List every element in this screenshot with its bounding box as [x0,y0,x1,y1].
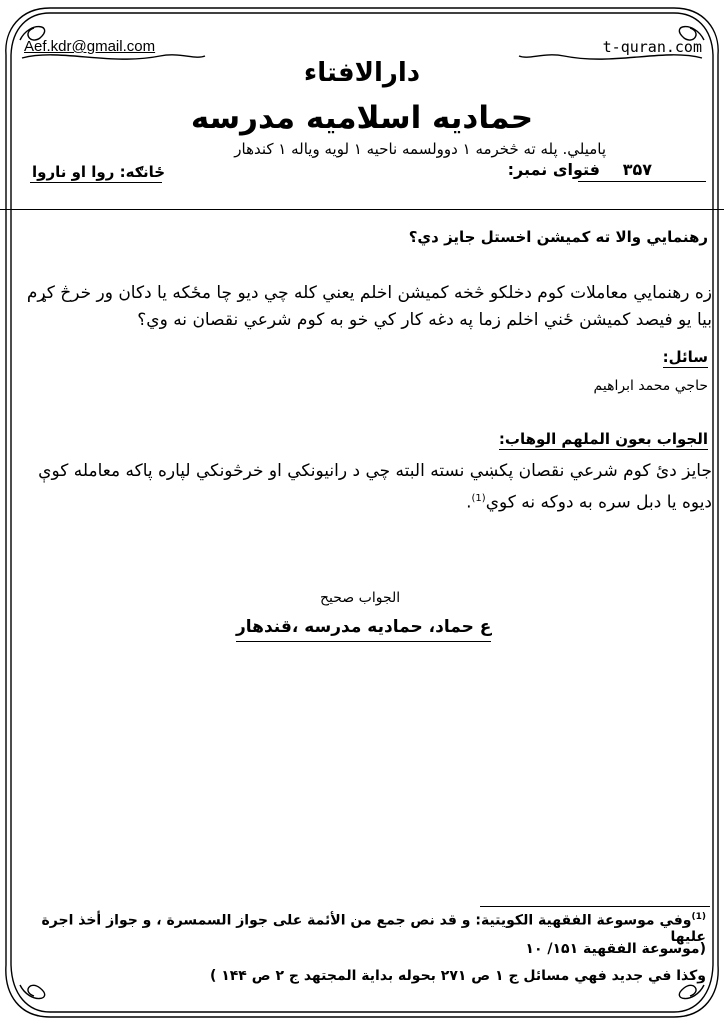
footnote-reference: (1) [471,493,486,504]
email-address[interactable]: Aef.kdr@gmail.com [24,38,156,55]
fatwa-number: ۳۵۷ [622,160,652,179]
fatwa-number-label: فتوای نمبر: [507,160,600,179]
institution-address: پاميلي. پله ته څخرمه ۱ دوولسمه ناحيه ۱ لویه ویاله ۱ کندهار [234,140,606,158]
answer-label: الجواب بعون الملهم الوهاب: [498,430,708,448]
answer-body: جايز دئ کوم شرعي نقصان پکښي نسته البته چي د رانيونکي او خرڅونکي لپاره پاکه معامله کوې ديوه يا دبل سره به دوکه نه کوي$^{(1)}$. [38,461,712,513]
footnote-mark: (1) [691,912,706,922]
asker-label: سائل: [662,348,708,366]
header-divider [0,209,724,210]
question-title: رهنمايي والا ته کميشن اخستل جايز دي؟ [408,228,708,246]
signature-name: ع حماد، حماديه مدرسه ،قندهار [236,617,491,642]
footnote-line-1 [16,912,706,945]
asker-name: حاجي محمد ابراهيم [593,378,708,394]
signature-approval: الجواب صحيح [320,590,401,606]
website-url[interactable]: t-quran.com [602,38,702,56]
subject-category: ځانګه: روا او ناروا [32,163,166,181]
answer-text: جايز دئ کوم شرعي نقصان پکښي نسته البته چي د رانيونکي او خرڅونکي لپاره پاکه معامله کوې ديوه يا دبل سره به دوکه نه کوي [38,461,712,513]
institution-title: دارالافتاء [303,58,421,88]
footnote-line-3: وكذا في جديد فهي مسائل ج ۱ ص ۲۷۱ بحوله بداية المجتهد ج ۲ ص ۱۴۴ ) [209,968,706,984]
subject-underline [30,182,162,183]
footnote-text-1: وفي موسوعة الفقهية الكويتية: و قد نص جمع من الأئمة على جواز السمسرة ، و جواز أخذ اجرة عليها [41,912,706,945]
question-body: زه رهنمايي معاملات کوم دخلکو څخه کميشن اخلم يعني کله چي ديو چا مځکه يا دکان ور خرڅ کړم بيا يو فيصد کميشن ځني اخلم زما په دغه کار کي خو به کوم شرعي نقصان نه وي؟ [26,283,712,330]
fatwa-underline [578,181,706,182]
footnote-divider [480,906,710,907]
footnote-line-2: (موسوعة الفقهية ۱۵۱/ ۱۰ [525,941,706,957]
institution-name: حمادیه اسلامیه مدرسه [190,100,534,136]
